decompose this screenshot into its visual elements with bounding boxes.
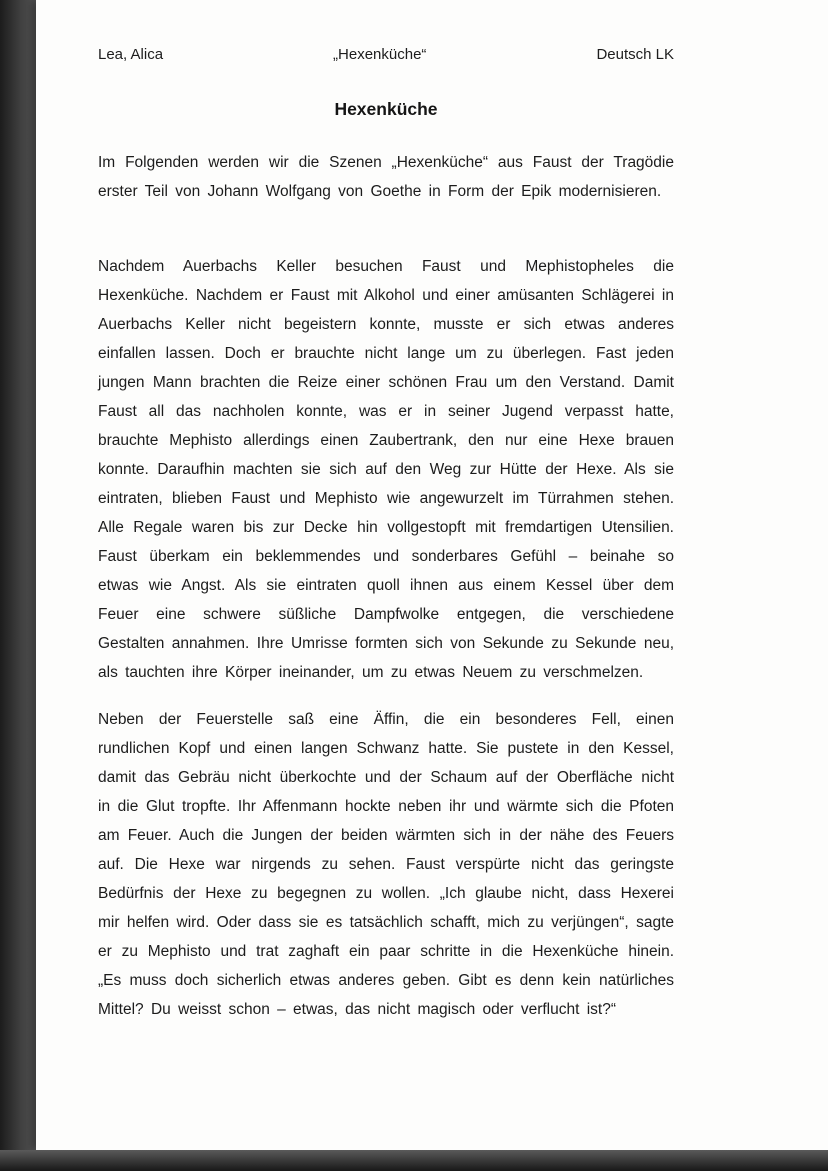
document-page [36,0,828,1150]
paragraph-intro: Im Folgenden werden wir die Szenen „Hexenküche“ aus Faust der Tragödie erster Teil von Johann Wolfgang von Goethe in Form der Epik modernisieren. [98,154,674,200]
paragraph-apes-and-faust: Neben der Feuerstelle saß eine Äffin, die ein besonderes Fell, einen rundlichen Kopf und einen langen Schwanz hatte. Sie pustete in den Kessel, damit das Gebräu nicht überkochte und der Schaum auf der Oberfläche nicht in die Glut tropfte. Ihr Affenmann hockte neben ihr und wärmte sich die Pfoten am Feuer. Auch die Jungen der beiden wärmten sich in der nähe des Feuers auf. Die Hexe war nirgends zu sehen. Faust verspürte nicht das geringste Bedürfnis der Hexe zu begegnen zu wollen. „Ich glaube nicht, dass Hexerei mir helfen wird. Oder dass sie es tatsächlich schafft, mich zu verjüngen“, sagte er zu Mephisto und trat zaghaft ein paar schritte in die Hexenküche hinein. „Es muss doch sicherlich etwas anderes geben. Gibt es denn kein natürliches Mittel? Du weisst schon – etwas, das nicht magisch oder verflucht ist?“ [98,711,674,1018]
paragraph-scene-entry: Nachdem Auerbachs Keller besuchen Faust und Mephistopheles die Hexenküche. Nachdem er Faust mit Alkohol und einer amüsanten Schlägerei in Auerbachs Keller nicht begeistern konnte, musste er sich etwas anderes einfallen lassen. Doch er brauchte nicht lange um zu überlegen. Fast jeden jungen Mann brachten die Reize einer schönen Frau um den Verstand. Damit Faust all das nachholen konnte, was er in seiner Jugend verpasst hatte, brauchte Mephisto allerdings einen Zaubertrank, den nur eine Hexe brauen konnte. Daraufhin machten sie sich auf den Weg zur Hütte der Hexe. Als sie eintraten, blieben Faust und Mephisto wie angewurzelt im Türrahmen stehen. Alle Regale waren bis zur Decke hin vollgestopft mit fremdartigen Utensilien. Faust überkam ein beklemmendes und sonderbares Gefühl – beinahe so etwas wie Angst. Als sie eintraten quoll ihnen aus einem Kessel über dem Feuer eine schwere süßliche Dampfwolke entgegen, die verschiedene Gestalten annahmen. Ihre Umrisse formten sich von Sekunde zu Sekunde neu, als tauchten ihre Körper ineinander, um zu etwas Neuem zu verschmelzen. [98,258,674,681]
header-running-title: „Hexenküche“ [333,46,427,63]
header-course: Deutsch LK [596,46,674,63]
header-author: Lea, Alica [98,46,164,63]
scan-bottom-edge [0,1150,828,1171]
document-title: Hexenküche [334,99,438,119]
page-header [98,46,674,63]
